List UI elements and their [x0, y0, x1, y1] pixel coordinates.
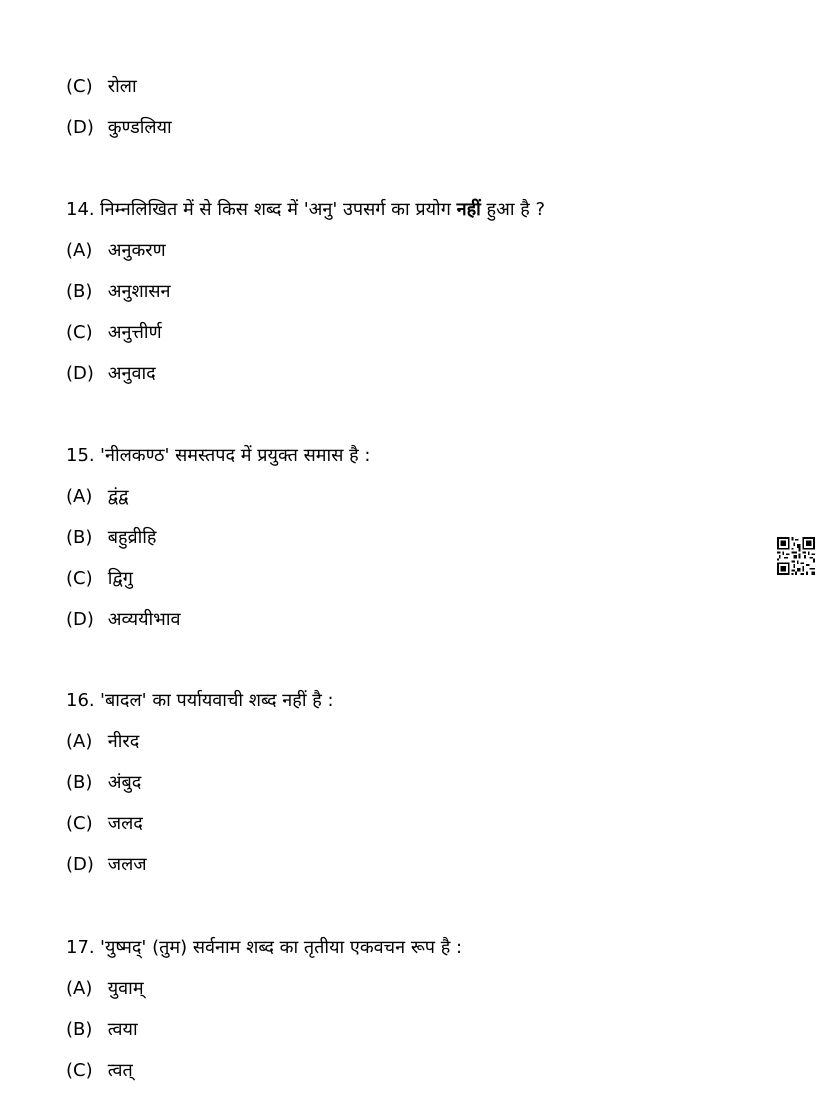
question-16: [66, 689, 334, 713]
option-a: [66, 730, 139, 754]
option-b: [66, 280, 171, 304]
option-a: [66, 239, 166, 263]
option-text: जलद: [107, 813, 143, 834]
option-c: [66, 1059, 133, 1083]
qr-code-icon: [777, 537, 815, 575]
option-text: द्वंद्व: [107, 486, 129, 507]
option-text: जलज: [107, 854, 147, 875]
option-text: अनुत्तीर्ण: [107, 322, 162, 343]
option-text: अनुशासन: [107, 281, 171, 302]
option-text: त्वत्: [107, 1060, 133, 1081]
question-text-end: हुआ है ?: [480, 199, 546, 220]
option-text: द्विगु: [107, 568, 133, 589]
option-c: [66, 567, 133, 591]
option-text: बहुव्रीहि: [107, 527, 157, 548]
option-b: [66, 1018, 138, 1042]
option-label: (D): [66, 854, 94, 875]
question-number: 14.: [66, 199, 95, 220]
option-text: अव्ययीभाव: [107, 609, 181, 630]
option-label: (B): [66, 772, 93, 793]
question-text: 'युष्मद्' (तुम) सर्वनाम शब्द का तृतीया एकवचन रूप है :: [100, 937, 463, 958]
question-text: निम्नलिखित में से किस शब्द में 'अनु' उपसर्ग का प्रयोग: [100, 199, 457, 220]
option-label: (B): [66, 527, 93, 548]
option-label: (A): [66, 978, 93, 999]
option-c: [66, 321, 162, 345]
option-text: अंबुद: [107, 772, 142, 793]
question-number: 17.: [66, 937, 95, 958]
option-label: (B): [66, 281, 93, 302]
option-c: [66, 812, 143, 836]
option-label: (D): [66, 363, 94, 384]
question-text: 'नीलकण्ठ' समस्तपद में प्रयुक्त समास है :: [100, 445, 371, 466]
option-d: [66, 362, 156, 386]
option-text: रोला: [107, 76, 137, 97]
question-17: [66, 936, 462, 960]
option-d: [66, 608, 181, 632]
option-d: [66, 853, 147, 877]
option-a: [66, 977, 144, 1001]
option-text: कुण्डलिया: [107, 117, 172, 138]
option-b: [66, 771, 141, 795]
option-label: (C): [66, 568, 93, 589]
option-label: (C): [66, 76, 93, 97]
option-label: (D): [66, 609, 94, 630]
option-d: [66, 116, 172, 140]
option-b: [66, 526, 156, 550]
option-label: (C): [66, 1060, 93, 1081]
option-label: (B): [66, 1019, 93, 1040]
option-label: (A): [66, 486, 93, 507]
question-14: [66, 198, 545, 222]
option-label: (A): [66, 731, 93, 752]
question-number: 16.: [66, 690, 95, 711]
option-label: (C): [66, 322, 93, 343]
option-text: त्वया: [107, 1019, 138, 1040]
option-label: (A): [66, 240, 93, 261]
question-text: 'बादल' का पर्यायवाची शब्द नहीं है :: [100, 690, 334, 711]
option-label: (C): [66, 813, 93, 834]
option-label: (D): [66, 117, 94, 138]
option-text: अनुवाद: [107, 363, 156, 384]
question-number: 15.: [66, 445, 95, 466]
option-c: [66, 75, 137, 99]
option-a: [66, 485, 128, 509]
question-15: [66, 444, 370, 468]
question-emphasis: नहीं: [456, 199, 481, 220]
option-text: अनुकरण: [107, 240, 166, 261]
option-text: नीरद: [107, 731, 140, 752]
option-text: युवाम्: [107, 978, 144, 999]
